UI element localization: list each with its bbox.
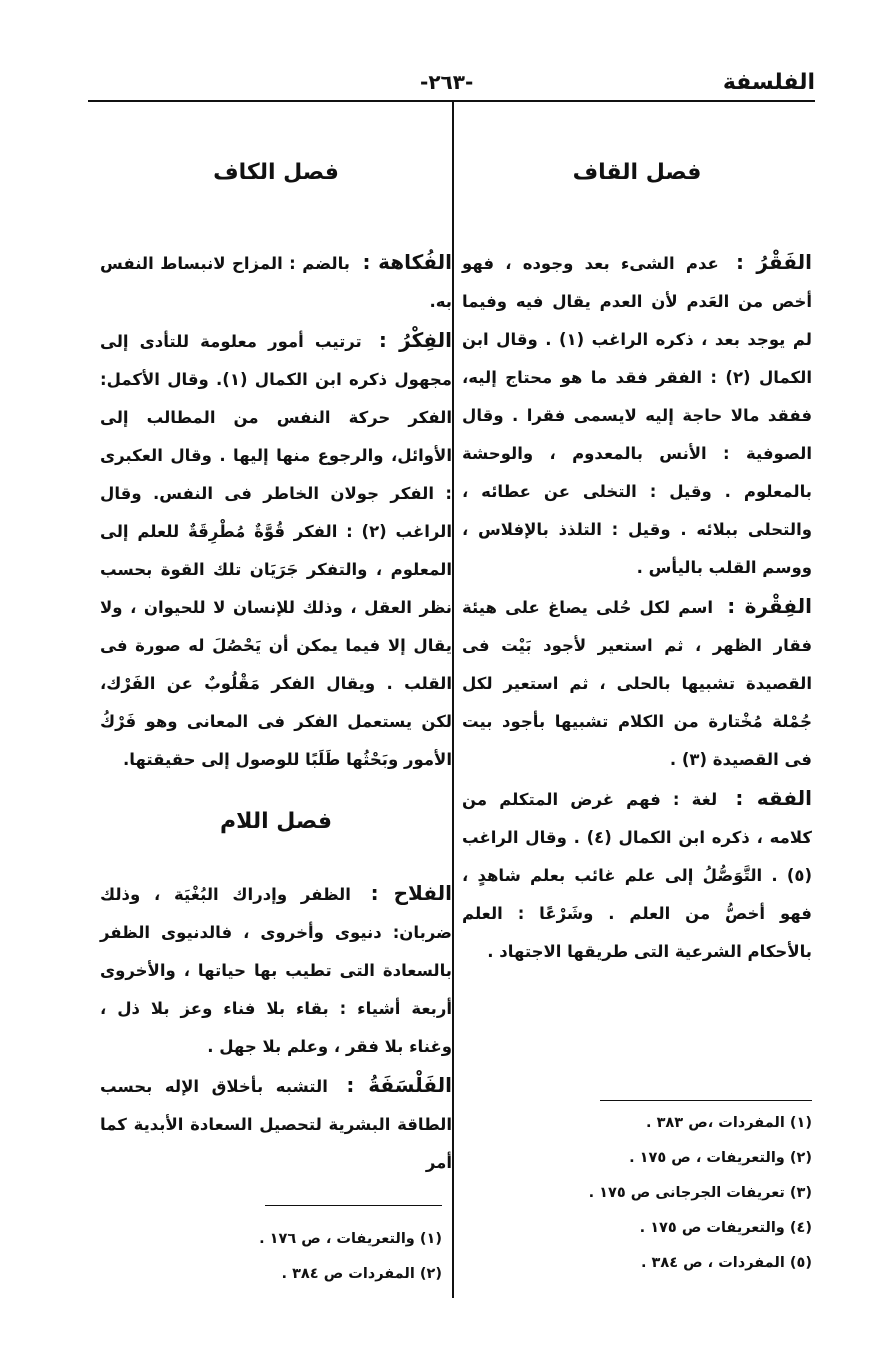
- entry-text: بالضم : المزاح لانبساط النفس به.: [100, 254, 452, 311]
- footnote: (٤) والتعريفات ص ١٧٥ .: [639, 1220, 812, 1236]
- entry-text: لغة : فهم غرض المتكلم من كلامه ، ذكره ابن الكمال (٤) . وقال الراغب (٥) . التَّوَصُّلُ إلى علم غائب بعلم شاهدٍ ، فهو أخصُّ من العلم . وشَرْعًا : العلم بالأحكام الشرعية التى طريقها الاجتهاد .: [462, 790, 812, 961]
- section-title-qaf: فصل القاف: [572, 160, 702, 185]
- entry-term: الفلاح :: [370, 881, 452, 905]
- entry-text: عدم الشىء بعد وجوده ، فهو أخص من العَدم لأن العدم يقال فيه وفيما لم يوجد بعد ، ذكره الراغب (١) . وقال ابن الكمال (٢) : الفقر فقد ما هو محتاج إليه، ففقد مالا حاجة إليه لايسمى فقرا . وقال الصوفية : الأنس بالمعدوم ، والوحشة بالمعلوم . وقيل : التخلى عن عطائه ، والتحلى ببلائه . وقيل : التلذذ بالإفلاس ، ووسم القلب باليأس .: [462, 254, 813, 577]
- entry-term: الفَقْرُ :: [735, 250, 813, 274]
- right-column: [462, 160, 812, 971]
- footnotes-left: [100, 1222, 442, 1292]
- footnote: (٢) والتعريفات ، ص ١٧٥ .: [629, 1150, 812, 1166]
- footnote: (٢) المفردات ص ٣٨٤ .: [281, 1266, 442, 1282]
- entry-text: التشبه بأخلاق الإله بحسب الطاقة البشرية لتحصيل السعادة الأبدية كما أمر: [100, 1077, 452, 1172]
- column-divider: [452, 100, 454, 1298]
- footnote: (١) والتعريفات ، ص ١٧٦ .: [259, 1231, 442, 1247]
- entry-term: الفقه :: [735, 786, 813, 810]
- entry-text: اسم لكل حُلى يصاغ على هيئة فقار الظهر ، ثم استعير لأجود بَيْت فى القصيدة تشبيها بالحلى ، ثم استعير لكل جُمْلة مُخْتارة من الكلام تشبيها بأجود بيت فى القصيدة (٣) .: [462, 598, 812, 769]
- entry-fiqh: [462, 779, 812, 971]
- entry-faqr: [462, 243, 812, 587]
- page-header: [90, 62, 815, 102]
- entry-fiqra: [462, 587, 812, 779]
- entry-text: الظفر وإدراك البُغْيَة ، وذلك ضربان: دنيوى وأخروى ، فالدنيوى الظفر بالسعادة التى تطيب بها حياتها ، والأخروى أربعة أشياء : بقاء بلا فناء وعز بلا ذل ، وغناء بلا فقر ، وعلم بلا جهل .: [100, 885, 452, 1056]
- footnote: (٣) تعريفات الجرجانى ص ١٧٥ .: [588, 1185, 812, 1201]
- footnote-rule-left: [265, 1205, 442, 1206]
- entry-term: الفُكاهة :: [362, 250, 453, 274]
- footnotes-right: [462, 1106, 812, 1281]
- entry-falah: [100, 874, 452, 1066]
- entry-fikr: [100, 321, 452, 779]
- running-title: الفلسفة: [722, 70, 815, 95]
- section-title-lam: فصل اللام: [219, 809, 332, 834]
- entry-term: الفِقْرة :: [727, 594, 812, 618]
- entry-term: الفَلْسَفَةُ :: [346, 1073, 452, 1097]
- footnote: (١) المفردات ،ص ٣٨٣ .: [646, 1115, 812, 1131]
- footnote: (٥) المفردات ، ص ٣٨٤ .: [640, 1255, 812, 1271]
- left-column: [100, 160, 452, 1182]
- entry-term: الفِكْرُ :: [378, 328, 452, 352]
- entry-falsafa: [100, 1066, 452, 1182]
- page-number: -٢٦٣-: [420, 70, 474, 94]
- entry-fukaha: [100, 243, 452, 321]
- section-title-kaf: فصل الكاف: [213, 160, 339, 185]
- footnote-rule-right: [600, 1100, 812, 1101]
- entry-text: ترتيب أمور معلومة للتأدى إلى مجهول ذكره ابن الكمال (١). وقال الأكمل: الفكر حركة النفس من المطالب إلى الأوائل، والرجوع منها إليها . وقال العكبرى : الفكر جولان الخاطر فى النفس. وقال الراغب (٢) : الفكر قُوَّةٌ مُطْرِقَةٌ للعلم إلى المعلوم ، والتفكر جَرَيَان تلك القوة بحسب نظر العقل ، وذلك للإنسان لا للحيوان ، ولا يقال إلا فيما يمكن أن يَحْصُلَ له صورة فى القلب . ويقال الفكر مَقْلُوبٌ عن الفَرْك، لكن يستعمل الفكر فى المعانى وهو فَرْكُ الأمور وبَحْثُها طَلَبًا للوصول إلى حقيقتها.: [100, 332, 453, 769]
